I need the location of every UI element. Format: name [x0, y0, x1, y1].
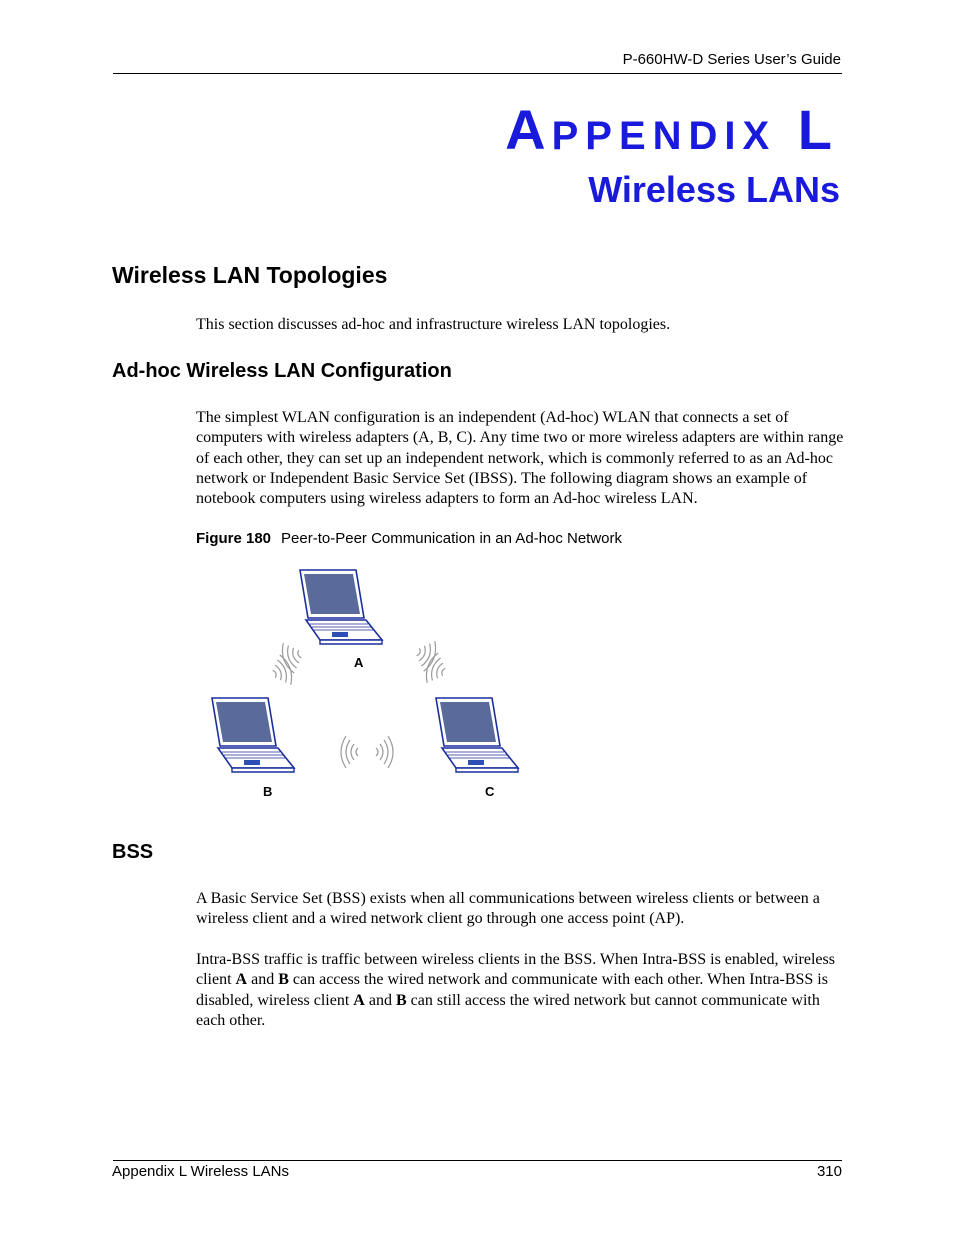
section-heading-topologies: Wireless LAN Topologies — [112, 262, 388, 288]
footer-chapter: Appendix L Wireless LANs — [112, 1163, 290, 1180]
bss-paragraph-1: A Basic Service Set (BSS) exists when all communications between wireless clients or between a wireless client and a wired network client go through one access point (AP). — [196, 890, 820, 928]
footer-rule — [113, 1160, 842, 1161]
appendix-title — [505, 98, 838, 168]
laptop-b-icon — [212, 698, 294, 772]
page-number: 310 — [816, 1163, 842, 1180]
label-b: B — [263, 784, 273, 799]
figure-number: Figure 180 — [196, 530, 272, 547]
chapter-title: Wireless LANs — [588, 169, 840, 210]
section-heading-adhoc: Ad-hoc Wireless LAN Configuration — [112, 360, 452, 382]
wireless-signal-icon — [423, 651, 450, 687]
adhoc-network-figure — [196, 556, 548, 810]
appendix-first-letter: A — [505, 98, 552, 161]
wireless-signal-icon — [341, 736, 358, 768]
figure-caption — [196, 530, 622, 547]
appendix-word-rest: PPENDIX — [551, 114, 777, 158]
bss-paragraph-2: Intra-BSS traffic is traffic between wireless clients in the BSS. When Intra-BSS is enabled, wireless client A and B can access the wired network and communicate with each other. When Intra-BSS is disabled, wireless client A and B can still access the wired network but cannot communicate with each other. — [196, 951, 835, 1029]
laptop-a-icon — [300, 570, 382, 644]
laptop-c-icon — [436, 698, 518, 772]
appendix-letter: L — [797, 98, 838, 161]
label-c: C — [485, 784, 495, 799]
topologies-intro: This section discusses ad-hoc and infrastructure wireless LAN topologies. — [196, 316, 671, 333]
wireless-signal-icon — [376, 736, 393, 768]
figure-caption-text: Peer-to-Peer Communication in an Ad-hoc Network — [281, 530, 623, 547]
section-heading-bss: BSS — [112, 841, 154, 863]
header-rule — [113, 73, 842, 74]
adhoc-body: The simplest WLAN configuration is an independent (Ad-hoc) WLAN that connects a set of computers with wireless adapters (A, B, C). Any time two or more wireless adapters are within range of each other, they can set up an independent network, which is commonly referred to as an Ad-hoc network or Independent Basic Service Set (IBSS). The following diagram shows an example of notebook computers using wireless adapters to form an Ad-hoc wireless LAN. — [196, 409, 844, 508]
label-a: A — [354, 655, 364, 670]
running-header: P-660HW-D Series User’s Guide — [622, 51, 841, 68]
wireless-signal-icon — [269, 653, 296, 689]
